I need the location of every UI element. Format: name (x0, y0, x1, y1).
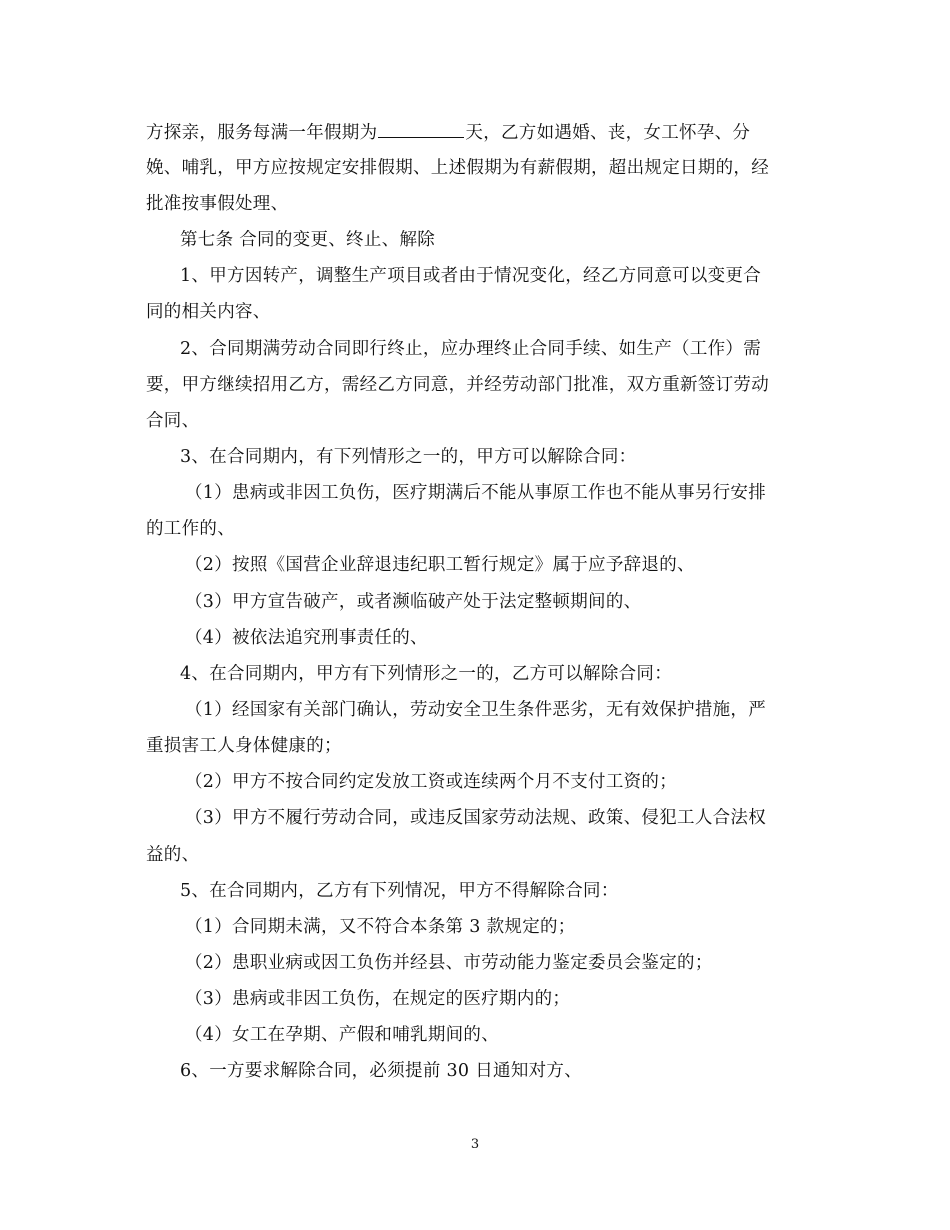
text-line: 4、在合同期内，甲方有下列情形之一的，乙方可以解除合同： (180, 664, 673, 684)
text-line: 重损害工人身体健康的； (146, 736, 342, 756)
text-line: （3）甲方宣告破产，或者濒临破产处于法定整顿期间的、 (185, 592, 642, 612)
text-line: 要，甲方继续招用乙方，需经乙方同意，并经劳动部门批准，双方重新签订劳动 (146, 375, 769, 395)
text-span: 天，乙方如遇婚、丧，女工怀孕、分 (465, 123, 751, 143)
text-line: 批准按事假处理、 (146, 194, 289, 214)
text-line: （3）甲方不履行劳动合同，或违反国家劳动法规、政策、侵犯工人合法权 (185, 808, 767, 828)
text-line: （3）患病或非因工负伤，在规定的医疗期内的； (185, 989, 571, 1009)
text-line: 2、合同期满劳动合同即行终止，应办理终止合同手续、如生产（工作）需 (180, 339, 762, 359)
text-line: 6、一方要求解除合同，必须提前 30 日通知对方、 (180, 1061, 583, 1081)
text-line: （1）合同期未满，又不符合本条第 3 款规定的； (185, 917, 576, 937)
text-line: 3、在合同期内，有下列情形之一的，甲方可以解除合同： (180, 447, 637, 467)
text-line: （2）按照《国营企业辞退违纪职工暂行规定》属于应予辞退的、 (185, 555, 695, 575)
text-line: 5、在合同期内，乙方有下列情况，甲方不得解除合同： (180, 881, 619, 901)
text-line: 1、甲方因转产，调整生产项目或者由于情况变化，经乙方同意可以变更合 (180, 266, 762, 286)
text-line: （1）患病或非因工负伤，医疗期满后不能从事原工作也不能从事另行安排 (185, 483, 767, 503)
text-line: （2）甲方不按合同约定发放工资或连续两个月不支付工资的； (185, 772, 678, 792)
section-heading: 第七条 合同的变更、终止、解除 (180, 230, 436, 250)
text-line: （1）经国家有关部门确认，劳动安全卫生条件恶劣，无有效保护措施，严 (185, 700, 767, 720)
fill-in-blank (378, 121, 464, 138)
page-number: 3 (470, 1137, 480, 1152)
text-line: 益的、 (146, 845, 200, 865)
text-line: 合同、 (146, 411, 200, 431)
text-line: 娩、哺乳，甲方应按规定安排假期、上述假期为有薪假期，超出规定日期的，经 (146, 158, 769, 178)
text-line: 的工作的、 (146, 519, 235, 539)
text-line: （4）女工在孕期、产假和哺乳期间的、 (185, 1025, 500, 1045)
text-line: 同的相关内容、 (146, 302, 271, 322)
text-line: （4）被依法追究刑事责任的、 (185, 628, 428, 648)
text-span: 方探亲，服务每满一年假期为 (146, 123, 378, 143)
text-line (146, 121, 750, 144)
text-line: （2）患职业病或因工负伤并经县、市劳动能力鉴定委员会鉴定的； (185, 953, 713, 973)
